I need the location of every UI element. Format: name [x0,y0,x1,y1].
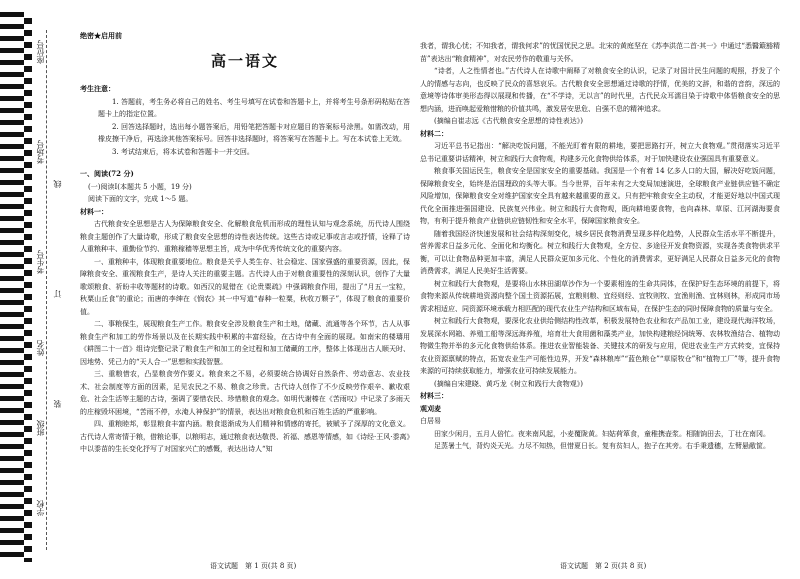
binding-stripes [0,12,24,562]
binding-mark-line: 线 [53,180,62,188]
binding-strip [0,0,64,579]
name-label: 姓名 [36,340,45,356]
subsection-heading: (一)阅读Ⅰ(本题共 5 小题，19 分) [88,182,192,191]
material-2-paragraph: 粮食事关国运民生，粮食安全是国家安全的重要基础。我国是一个有着 14 亿多人口的大国，解决好吃饭问题，保障粮食安全，始终是治国理政的头等大事。当今世界，百年未有之大变局加速演进，全球粮食产业链供应链不确定风险增加，保障粮食安全对维护国家安全具有越来越重要的意义。只有把牢粮食安全主动权，才能更好地以中国式现代化全面推进强国建设、民族复兴伟业。树立和践行大食物观，既向耕地要食物，也向森林、草原、江河湖海要食物，有利于提升粮食产业链供应链韧性和安全水平，保障国家粮食安全。 [420,167,780,225]
note-item: 3. 考试结束后，将本试卷和答题卡一并交回。 [112,147,254,156]
material-1-continued: 我者，谓我心忧；不知我者，谓我何求”的忧国忧民之思。北宋的黄庭坚在《苏李洪范二首·其一》中通过“悉醫簸豁精苗”表达出“粮食精神”，对农民劳作的敬重与关怀。 [420,42,780,63]
page-footer-1: 语文试题 第 1 页(共 8 页) [210,562,297,570]
secret-mark: 绝密★启用前 [80,31,122,40]
material-1-label: 材料一： [80,206,108,216]
instruction: 阅读下面的文字，完成 1～5 题。 [88,195,193,203]
material-1-paragraph: 二、事粮保生，展现粮食生产工作。粮食安全涉及粮食生产和土地，储藏、流通等各个环节，古人从事粮食生产和加工的劳作场景以及在长期实践中积累的丰富经验，在古诗中有全面的展现。如南宋的楼璹用《耕图二十一首》组诗完整记录了粮食生产和加工的全过程和加工储藏的工序，整体上体现出古人顺天时、因地势、凭己力的“天人合一”思想和实践智慧。 [80,320,410,366]
material-2-paragraph: 习近平总书记指出：“解决吃饭问题，不能光盯着有限的耕地，要把思路打开，树立大食物观。”贯彻落实习近平总书记重要讲话精神，树立和践行大食物观，构建多元化食物供给体系，对于加快建设农业强国具有重要意义。 [420,142,780,163]
material-3-label: 材料三： [420,391,448,400]
note-item: 2. 回答选择题时，选出每小题答案后，用铅笔把答题卡对应题目的答案标号涂黑。如需改动，用橡皮擦干净后，再选涂其他答案标号。回答非选择题时，将答案写在答题卡上。写在本试卷上无效。 [98,122,410,143]
note-item: 1. 答题前，考生务必将自己的姓名、考生号填写在试卷和答题卡上，并将考生号条形码粘贴在答题卡上的指定位置。 [98,97,410,118]
candidate-number-label: 考生号 [36,250,45,274]
material-2-paragraph: 树立和践行大食物观，是要将山水林田湖草沙作为一个要素相连的生命共同体，在保护好生态环境的前提下，将食物来源从传统耕地资源向整个国土资源拓展，宜粮则粮、宜经则经、宜牧则牧、宜渔则渔、宜林则林，形成同市场需求相适应、同资源环境承载力相匹配的现代农业生产结构和区域布局，在保护生态的同时保障食物的质量与安全。 [420,279,780,313]
source-1: (摘编自崔志远《古代粮食安全思想的诗性表达》) [434,117,583,125]
material-2-paragraph: 树立和践行大食物观，要深化农业供给侧结构性改革，积极发展特色农业和农产品加工业，建设现代海洋牧场，发展深水网箱、养殖工船等深远海养殖，培育壮大食用菌和藻类产业，加快构建粮经饲统筹、农林牧渔结合、植物动物微生物并举的多元化食物供给体系。推进农业智能装备、关键技术的研发与应用，促进农业生产方式转变，宜保持农业资源禀赋的特点，拓宽农业生产可能性边界，开发“森林粮库”“蓝色粮仓”“草原牧仓”和“植物工厂”等，提升食物来源的可持续获取能力，增强农业可持续发展能力。 [420,317,780,375]
material-1-paragraph: “诗者，人之性情者也。”古代诗人在诗歌中阐释了对粮食安全的认识，记录了对国计民生问题的观照，抒发了个人的情感与志向，也反映了民众的喜怒哀乐。古代粮食安全思想通过诗歌的抒情，优美的文辞，和谐的音韵，深远的意境等诗体审美形态得以展现和传播，在“不学诗，无以言”的时代里，古代民众耳濡目染于诗歌中体悟粮食安全的思想内涵，进而唤起爱粮惜粮的价值共鸣，激发居安思危、自强不息的精神追求。 [420,67,780,113]
notes-title: 考生注意： [80,84,115,93]
material-1-paragraph: 一、重粮种丰，体现粮食重要地位。粮食是关乎人类生存、社会稳定、国家强盛的重要资源，因此，保障粮食安全、重视粮食生产，是诗人关注的重要主题。古代诗人由于对粮食重要性的深刻认识，创作了大量歌颂粮食、祈盼丰收等题材的诗歌。如西汉的晁错在《论贵粟疏》中强调粮食作用，提出了“月五一宝粒，秋粟山丘食”的重论；而唐的李绅在《悯农》其一中写道“春种一粒粟，秋收万颗子”，体现了粮食的重要价值。 [80,257,410,316]
binding-mark-order: 订 [53,290,62,298]
material-1-paragraph: 古代粮食安全思想是古人为保障粮食安全、化解粮食危机而形成的理性认知与观念系统，历代诗人围绕粮食主题创作了大量诗歌，形成了粮食安全思想的诗性表达传统。这些古诗或记事或言志或抒情，诠释了诗人重粮种丰、重勤俭节约、重粮稼穑等思想主旨，成为中华优秀传统文化的重要内容。 [80,220,410,253]
material-2-label: 材料二： [420,128,448,138]
material-1-paragraph: 四、重粮睦邦，彰显粮食丰富内涵。粮食退渐成为人们精神和情感的寄托，被赋予了深厚的文化意义。古代诗人常寄情于粮，借粮论事，以粮明志，通过粮食表达敬畏、祈福、感恩等情感，如《诗经·王风·黍离》中以黍苗的生长变化抒写了对国家兴亡的感慨，表达出诗人“知 [80,420,410,453]
source-2: (摘编自宋建晓、黄巧龙《树立和践行大食物观》) [434,379,583,388]
poem-title: 观刈麦 [420,403,441,413]
page-title: 高一语文 [210,51,279,70]
binding-mark-bind: 装 [53,400,62,408]
material-2-paragraph: 随着我国经济快速发展和社会结构深刻变化，城乡居民食物消费呈现多样化趋势，人民群众生活水平不断提升，营养需求日益多元化、全面化和均衡化。树立和践行大食物观，全方位、多途径开发食物资源，实现各类食物供求平衡，可以让食物品种更加丰富，满足人民群众更加多元化、个性化的消费需求，更好满足人民群众日益多元化的食物消费需求，满足人民美好生活需要。 [420,229,780,275]
page-footer-2: 语文试题 第 2 页(共 8 页) [560,562,647,570]
binding-cut-line [46,30,47,550]
class-label: 班级 [36,420,45,436]
binding-stripes-inner [24,12,32,562]
poem-author: 白居易 [420,417,441,425]
poem-line: 足蒸暑土气，背灼炎天光。力尽不知热，但惜夏日长。复有贫妇人，抱子在其旁。右手秉遗穗，左臂悬敝筐。 [434,442,770,450]
poem-line: 田家少闲月，五月人倍忙。夜来南风起，小麦覆陇黄。妇姑荷箪食，童稚携壶浆。相随饷田去，丁壮在南冈。 [434,429,770,438]
exam-room-label: 考场号 [36,140,45,164]
section-heading: 一、阅读(72 分) [80,169,134,178]
seat-label: 座位号 [36,40,45,64]
material-1-paragraph: 三、重粮惜农，凸显粮食劳作要义。粮食来之不易，必须要统合协调好自然条件、劳动意志、农业技术、社会制度等方面的因素，足见农民之不易、粮食之珍贵。古代诗人创作了不少反映劳作艰辛、歉收艰危、社会生活等主题的古诗，强调了要惜农民、珍惜粮食的观念。如明代谢榛在《苦雨叹》中记录了多雨天的庄稼毁坏困境，“苦雨不停，水淹人神保护”的情景，表达出对粮食危机和百姓生活的严重影响。 [80,370,410,416]
school-label: 学校 [36,500,45,516]
